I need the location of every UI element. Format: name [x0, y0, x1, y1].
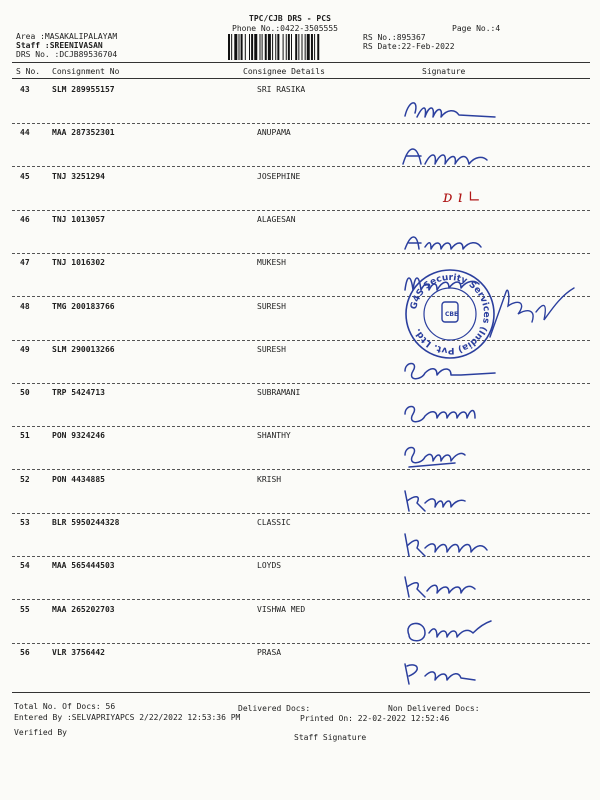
barcode-bar: [254, 34, 257, 60]
svg-text:CBE: CBE: [445, 311, 459, 318]
row-consignee-name: SRI RASIKA: [257, 85, 306, 94]
row-serial-number: 54: [20, 561, 30, 570]
recipient-signature: [395, 611, 545, 645]
barcode-bar: [245, 34, 246, 60]
barcode-bar: [241, 34, 243, 60]
footer-top-rule: [12, 692, 590, 693]
recipient-signature: [395, 221, 545, 255]
row-consignee-name: MUKESH: [257, 258, 286, 267]
row-serial-number: 46: [20, 215, 30, 224]
barcode-bar: [314, 34, 315, 60]
row-consignee-name: CLASSIC: [257, 518, 291, 527]
page-number: Page No.:4: [452, 24, 501, 33]
non-delivered-docs: Non Delivered Docs:: [388, 704, 480, 713]
col-signature-header: Signature: [422, 67, 466, 76]
barcode-bar: [249, 34, 250, 60]
barcode-bar: [231, 34, 232, 60]
barcode-bar: [260, 34, 261, 60]
row-consignment-number: MAA 265202703: [52, 605, 115, 614]
row-consignment-number: MAA 287352301: [52, 128, 115, 137]
staff-signature-label: Staff Signature: [294, 733, 367, 742]
phone-number: Phone No.:0422-3505555: [232, 24, 338, 33]
svg-text:ᴅ ı ∟: ᴅ ı ∟: [443, 187, 482, 206]
row-serial-number: 48: [20, 302, 30, 311]
barcode-bar: [298, 34, 299, 60]
row-consignment-number: SLM 289955157: [52, 85, 115, 94]
col-consignment-header: Consignment No: [52, 67, 120, 76]
barcode-bar: [295, 34, 297, 60]
barcode-bar: [307, 34, 310, 60]
printed-on: Printed On: 22-02-2022 12:52:46: [300, 714, 450, 723]
row-consignment-number: BLR 5950244328: [52, 518, 120, 527]
recipient-signature: [395, 178, 545, 212]
col-sno-header: S No.: [16, 67, 41, 76]
row-consignee-name: SUBRAMANI: [257, 388, 301, 397]
barcode-bar: [286, 34, 287, 60]
area-label: Area :MASAKALIPALAYAM: [16, 32, 118, 41]
row-serial-number: 52: [20, 475, 30, 484]
rs-date: RS Date:22-Feb-2022: [363, 42, 455, 51]
barcode-bar: [283, 34, 284, 60]
barcode-bar: [291, 34, 292, 60]
barcode: [228, 34, 356, 60]
barcode-bar: [265, 34, 267, 60]
row-serial-number: 49: [20, 345, 30, 354]
row-consignee-name: SHANTHY: [257, 431, 291, 440]
recipient-signature: [395, 437, 545, 471]
header-bottom-rule: [12, 78, 590, 79]
barcode-bar: [302, 34, 303, 60]
recipient-signature: [395, 394, 545, 428]
row-consignment-number: TNJ 1016302: [52, 258, 105, 267]
barcode-bar: [317, 34, 319, 60]
row-consignment-number: TNJ 3251294: [52, 172, 105, 181]
total-docs: Total No. Of Docs: 56: [14, 702, 116, 711]
barcode-bar: [262, 34, 263, 60]
recipient-signature: [395, 567, 545, 601]
row-serial-number: 56: [20, 648, 30, 657]
row-consignee-name: ANUPAMA: [257, 128, 291, 137]
barcode-bar: [228, 34, 230, 60]
row-consignment-number: SLM 290013266: [52, 345, 115, 354]
row-serial-number: 43: [20, 85, 30, 94]
row-consignee-name: SURESH: [257, 302, 286, 311]
row-consignee-name: SURESH: [257, 345, 286, 354]
entered-by: Entered By :SELVAPRIYAPCS 2/22/2022 12:53:36 PM: [14, 713, 241, 722]
rs-number: RS No.:895367: [363, 33, 426, 42]
header-top-rule: [12, 62, 590, 63]
barcode-bar: [288, 34, 290, 60]
barcode-bar: [272, 34, 273, 60]
row-consignee-name: VISHWA MED: [257, 605, 306, 614]
row-serial-number: 53: [20, 518, 30, 527]
row-consignment-number: VLR 3756442: [52, 648, 105, 657]
barcode-bar: [275, 34, 276, 60]
row-serial-number: 51: [20, 431, 30, 440]
barcode-bar: [268, 34, 271, 60]
delivered-docs: Delivered Docs:: [238, 704, 311, 713]
barcode-bar: [251, 34, 253, 60]
row-serial-number: 50: [20, 388, 30, 397]
row-serial-number: 44: [20, 128, 30, 137]
barcode-bar: [305, 34, 306, 60]
row-consignment-number: MAA 565444503: [52, 561, 115, 570]
row-serial-number: 55: [20, 605, 30, 614]
recipient-signature: [395, 654, 545, 688]
row-consignee-name: PRASA: [257, 648, 282, 657]
col-consignee-header: Consignee Details: [243, 67, 325, 76]
recipient-signature: [395, 134, 545, 168]
row-consignment-number: TMG 200183766: [52, 302, 115, 311]
svg-text:G4S Security Services (India): G4S Security Services (India) Pvt. Ltd.: [409, 272, 492, 356]
recipient-signature: [395, 524, 545, 558]
document-title: TPC/CJB DRS - PCS: [249, 14, 331, 23]
recipient-signature: [395, 91, 545, 125]
row-consignee-name: JOSEPHINE: [257, 172, 301, 181]
recipient-signature: [395, 481, 545, 515]
row-serial-number: 45: [20, 172, 30, 181]
barcode-bar: [277, 34, 279, 60]
row-consignment-number: TNJ 1013057: [52, 215, 105, 224]
row-consignment-number: TRP 5424713: [52, 388, 105, 397]
row-consignee-name: KRISH: [257, 475, 282, 484]
row-consignee-name: LOYDS: [257, 561, 282, 570]
row-consignee-name: ALAGESAN: [257, 215, 296, 224]
row-consignment-number: PON 9324246: [52, 431, 105, 440]
staff-label: Staff :SREENIVASAN: [16, 41, 103, 50]
row-serial-number: 47: [20, 258, 30, 267]
row-consignment-number: PON 4434885: [52, 475, 105, 484]
barcode-bar: [311, 34, 313, 60]
drs-number: DRS No. :DCJB89536704: [16, 50, 118, 59]
barcode-bar: [234, 34, 237, 60]
verified-by: Verified By: [14, 728, 67, 737]
stamp-signature-scribble: [470, 282, 580, 342]
barcode-bar: [239, 34, 240, 60]
